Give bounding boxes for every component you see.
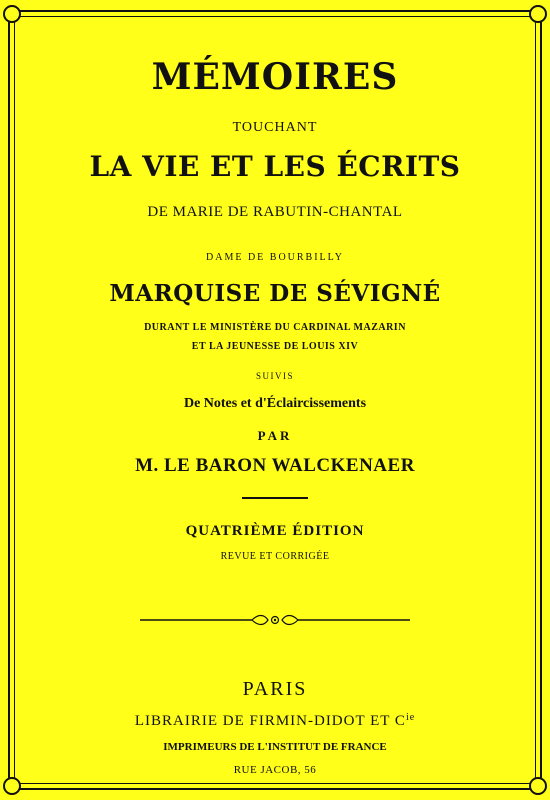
corner-ornament-bottom-right	[529, 777, 547, 795]
edition-note: REVUE ET CORRIGÉE	[220, 551, 330, 562]
by-line: PAR	[257, 428, 293, 443]
edition: QUATRIÈME ÉDITION	[185, 523, 365, 539]
period-line-1: DURANT LE MINISTÈRE DU CARDINAL MAZARIN	[144, 322, 406, 333]
publisher-name: LIBRAIRIE DE FIRMIN-DIDOT ET C	[134, 713, 406, 729]
subject-rank: MARQUISE DE SÉVIGNÉ	[109, 280, 441, 307]
corner-ornament-top-left	[3, 5, 21, 23]
subject-name: DE MARIE DE RABUTIN-CHANTAL	[147, 204, 403, 220]
publisher	[0, 712, 550, 730]
corner-ornament-top-right	[529, 5, 547, 23]
publisher-suffix: ie	[405, 712, 416, 723]
subject-title: DAME DE BOURBILLY	[206, 252, 344, 263]
divider-rule	[242, 497, 308, 499]
main-title: MÉMOIRES	[151, 56, 399, 98]
printer: IMPRIMEURS DE L'INSTITUT DE FRANCE	[163, 741, 387, 753]
subtitle: LA VIE ET LES ÉCRITS	[89, 150, 461, 183]
period-line-2: ET LA JEUNESSE DE LOUIS XIV	[191, 341, 359, 352]
followed-by: SUIVIS	[255, 371, 294, 381]
notes-line: De Notes et d'Éclaircissements	[183, 396, 367, 411]
city: PARIS	[242, 678, 308, 700]
address: RUE JACOB, 56	[233, 764, 317, 776]
author-name: M. LE BARON WALCKENAER	[135, 455, 415, 476]
ornamental-divider	[140, 612, 410, 628]
corner-ornament-bottom-left	[3, 777, 21, 795]
title-connector: TOUCHANT	[232, 120, 318, 135]
